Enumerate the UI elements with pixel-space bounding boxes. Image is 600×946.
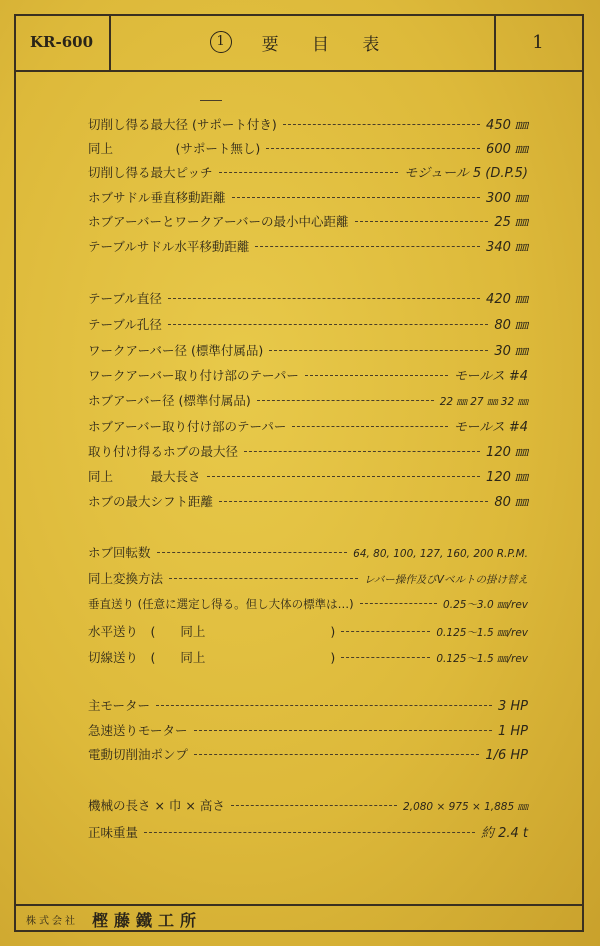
sheet-footer (14, 904, 584, 932)
leader-line (266, 148, 480, 149)
leader-line (257, 400, 434, 401)
spec-label: 同上 (サポート無し) (88, 141, 261, 156)
page-number: 1 (532, 31, 544, 53)
leader-line (144, 832, 475, 833)
leader-line (219, 172, 399, 173)
spec-row (88, 187, 528, 207)
spec-row (88, 822, 528, 842)
spec-row (88, 441, 528, 461)
spec-value: モジュール 5 (D.P.5) (404, 166, 528, 181)
spec-value: 64, 80, 100, 127, 160, 200 R.P.M. (353, 548, 528, 560)
top-dash-mark (200, 100, 222, 101)
leader-line (255, 246, 480, 247)
spec-value: 450 ㎜ (486, 118, 528, 133)
title-text: 要 目 表 (261, 34, 394, 55)
spec-value: 3 HP (497, 699, 528, 714)
spec-row (88, 745, 528, 765)
spec-row (88, 596, 528, 616)
leader-line (194, 730, 492, 731)
spec-label: テーブル孔径 (88, 317, 162, 332)
spec-label: テーブル直径 (88, 291, 162, 306)
spec-row (88, 569, 528, 589)
spec-row (88, 622, 528, 642)
spec-row (88, 648, 528, 668)
spec-value: 0.25～3.0 ㎜/rev (443, 599, 528, 611)
model-number: KR-600 (14, 14, 111, 70)
leader-line (194, 754, 479, 755)
leader-line (157, 552, 348, 553)
spec-label: 主モーター (88, 698, 151, 713)
spec-label: ホブアーバー径 (標準付属品) (88, 393, 251, 408)
leader-line (156, 705, 492, 706)
spec-row (88, 466, 528, 486)
spec-label: 取り付け得るホブの最大径 (88, 444, 239, 459)
spec-value: 120 ㎜ (486, 470, 528, 485)
spec-value: 25 ㎜ (494, 215, 528, 230)
spec-row (88, 314, 528, 334)
leader-line (269, 350, 488, 351)
spec-row (88, 696, 528, 716)
spec-value: 80 ㎜ (494, 495, 528, 510)
spec-value: 340 ㎜ (486, 240, 528, 255)
leader-line (305, 375, 448, 376)
spec-row (88, 365, 528, 385)
spec-label: 同上変換方法 (88, 571, 164, 586)
leader-line (168, 324, 488, 325)
spec-row (88, 236, 528, 256)
spec-label: ワークアーバー径 (標準付属品) (88, 343, 264, 358)
spec-label: 垂直送り (任意に選定し得る。但し大体の標準は…) (88, 597, 354, 611)
spec-label: 切削し得る最大径 (サポート付き) (88, 117, 277, 132)
leader-line (292, 426, 447, 427)
leader-line (168, 298, 480, 299)
spec-row (88, 138, 528, 158)
spec-label: 切線送り ( 同上 ) (88, 650, 336, 665)
company-prefix: 株式会社 (26, 915, 78, 927)
spec-label: ホブアーバーとワークアーバーの最小中心距離 (88, 214, 349, 229)
spec-value: モールス #4 (453, 420, 528, 435)
leader-line (207, 476, 481, 477)
spec-row (88, 340, 528, 360)
spec-value: 1 HP (497, 724, 528, 739)
spec-label: ホブ回転数 (88, 545, 151, 560)
leader-line (169, 578, 358, 579)
spec-label: 水平送り ( 同上 ) (88, 624, 336, 639)
spec-value: 0.125～1.5 ㎜/rev (436, 627, 528, 639)
spec-label: 同上 最大長さ (88, 469, 201, 484)
spec-label: 機械の長さ × 巾 × 高さ (88, 798, 225, 813)
spec-row (88, 391, 528, 411)
spec-label: ホブの最大シフト距離 (88, 494, 214, 509)
spec-label: 電動切削油ポンプ (88, 747, 189, 762)
spec-label: ワークアーバー取り付け部のテーパー (88, 368, 299, 383)
spec-row (88, 721, 528, 741)
sheet-title (109, 14, 496, 70)
spec-value: 22 ㎜ 27 ㎜ 32 ㎜ (439, 396, 528, 408)
company-name: 樫藤鐵工所 (92, 910, 203, 930)
spec-label: 切削し得る最大ピッチ (88, 165, 213, 180)
leader-line (244, 451, 480, 452)
spec-row (88, 211, 528, 231)
spec-value: 300 ㎜ (486, 191, 528, 206)
spec-value: 30 ㎜ (494, 344, 528, 359)
spec-value: モールス #4 (453, 369, 528, 384)
leader-line (355, 221, 489, 222)
spec-label: テーブルサドル水平移動距離 (88, 239, 250, 254)
section-number: 1 (210, 31, 232, 53)
spec-value: 2,080 × 975 × 1,885 ㎜ (403, 801, 528, 813)
leader-line (231, 805, 397, 806)
leader-line (341, 657, 430, 658)
spec-value: 600 ㎜ (486, 142, 528, 157)
spec-value: 120 ㎜ (486, 445, 528, 460)
leader-line (219, 501, 488, 502)
spec-row (88, 162, 528, 182)
spec-label: 正味重量 (88, 825, 139, 840)
spec-row (88, 416, 528, 436)
spec-row (88, 288, 528, 308)
spec-value: 1/6 HP (485, 748, 528, 763)
spec-row (88, 543, 528, 563)
spec-value: レバー操作及びVベルトの掛け替え (364, 574, 528, 586)
spec-row (88, 796, 528, 816)
spec-label: ホブアーバー取り付け部のテーパー (88, 419, 287, 434)
spec-row (88, 114, 528, 134)
leader-line (283, 124, 480, 125)
leader-line (232, 197, 481, 198)
spec-value: 約 2.4 t (480, 826, 528, 841)
spec-value: 0.125～1.5 ㎜/rev (436, 653, 528, 665)
spec-value: 420 ㎜ (486, 292, 528, 307)
spec-row (88, 491, 528, 511)
sheet-header (14, 14, 584, 72)
leader-line (360, 603, 437, 604)
spec-label: 急速送りモーター (88, 723, 188, 738)
spec-value: 80 ㎜ (494, 318, 528, 333)
spec-label: ホブサドル垂直移動距離 (88, 190, 226, 205)
leader-line (341, 631, 430, 632)
